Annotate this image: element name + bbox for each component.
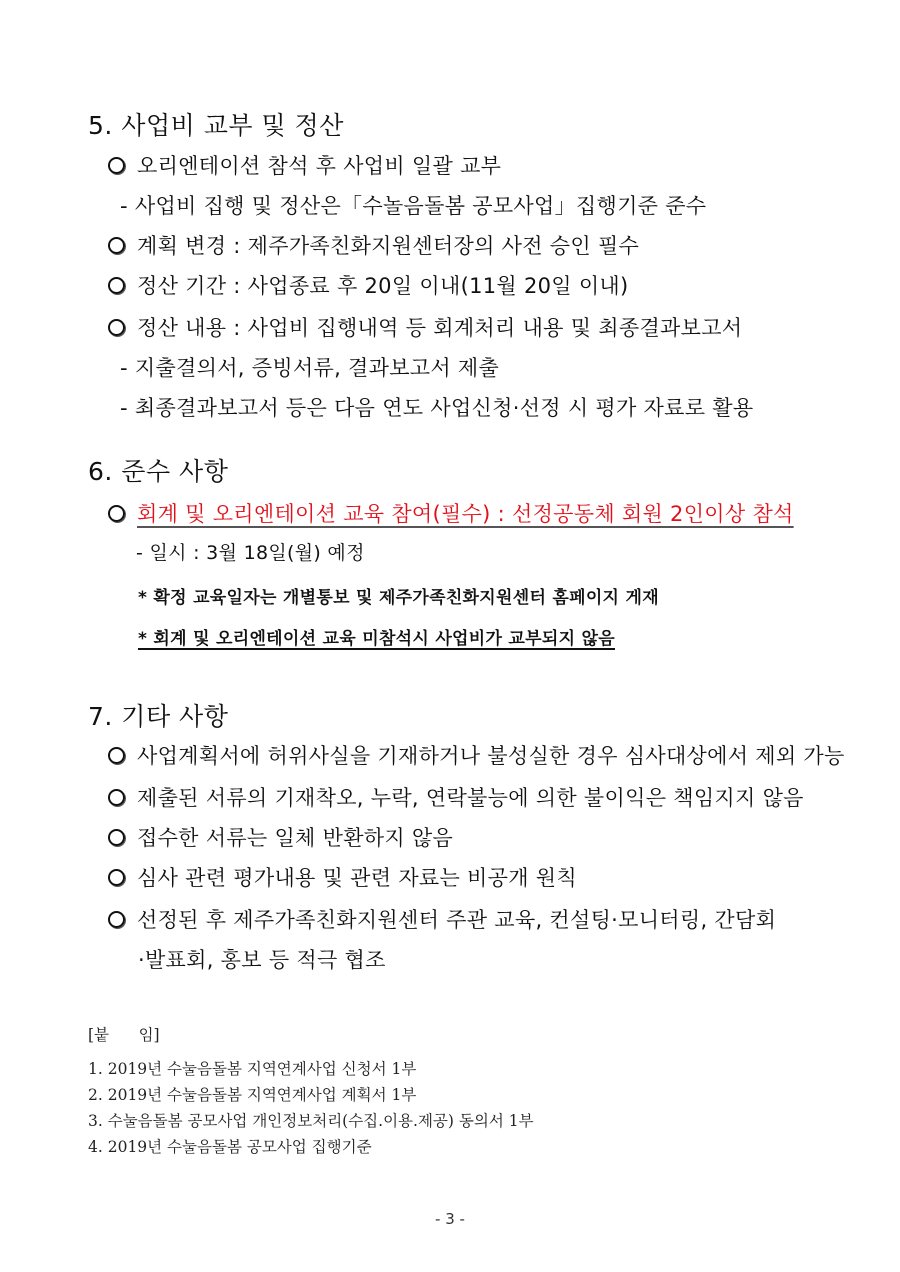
list-item (108, 312, 742, 342)
circle-bullet-icon (108, 789, 125, 806)
list-item-continuation: ·발표회, 홍보 등 적극 협조 (138, 948, 386, 972)
attachment-item: 1. 2019년 수눌음돌봄 지역연계사업 신청서 1부 (88, 1060, 417, 1078)
circle-bullet-icon (108, 237, 125, 254)
attachment-item: 3. 수눌음돌봄 공모사업 개인정보처리(수집.이용.제공) 동의서 1부 (88, 1112, 534, 1130)
list-item (108, 270, 629, 300)
list-item-text: 선정된 후 제주가족친화지원센터 주관 교육, 컨설팅·모니터링, 간담회 (137, 908, 777, 932)
list-item (108, 862, 577, 892)
sub-item: - 사업비 집행 및 정산은「수놀음돌봄 공모사업」집행기준 준수 (120, 194, 707, 218)
circle-bullet-icon (108, 869, 125, 886)
list-item (108, 740, 845, 770)
list-item (108, 782, 804, 812)
sub-item: - 지출결의서, 증빙서류, 결과보고서 제출 (120, 356, 500, 380)
page-number: - 3 - (435, 1210, 465, 1228)
date-line: - 일시 : 3월 18일(월) 예정 (136, 542, 365, 564)
section-5-heading: 5. 사업비 교부 및 정산 (88, 111, 344, 140)
list-item-text: 정산 내용 : 사업비 집행내역 등 회계처리 내용 및 최종결과보고서 (137, 316, 743, 340)
list-item-text: 계획 변경 : 제주가족친화지원센터장의 사전 승인 필수 (137, 234, 640, 258)
circle-bullet-icon (108, 911, 125, 928)
list-item-text: 접수한 서류는 일체 반환하지 않음 (137, 826, 454, 850)
circle-bullet-icon (108, 747, 125, 764)
attachment-item: 4. 2019년 수눌음돌봄 공모사업 집행기준 (88, 1138, 372, 1156)
list-item-text: 정산 기간 : 사업종료 후 20일 이내(11월 20일 이내) (137, 274, 629, 298)
section-7-heading: 7. 기타 사항 (88, 702, 229, 731)
list-item (108, 822, 453, 852)
highlight-text: 회계 및 오리엔테이션 교육 참여(필수) : 선정공동체 회원 2인이상 참석 (137, 502, 794, 526)
list-item-text: 오리엔테이션 참석 후 사업비 일괄 교부 (137, 154, 502, 178)
note-absence-warning: * 회계 및 오리엔테이션 교육 미참석시 사업비가 교부되지 않음 (138, 629, 615, 649)
list-item-text: 심사 관련 평가내용 및 관련 자료는 비공개 원칙 (137, 866, 577, 890)
list-item (108, 150, 501, 180)
list-item-text: 사업계획서에 허위사실을 기재하거나 불성실한 경우 심사대상에서 제외 가능 (137, 744, 845, 768)
circle-bullet-icon (108, 157, 125, 174)
attachments-label: [붙 임] (88, 1026, 160, 1044)
list-item-highlight (108, 498, 794, 528)
section-6-heading: 6. 준수 사항 (88, 457, 229, 486)
circle-bullet-icon (108, 505, 125, 522)
note-confirmed-date: * 확정 교육일자는 개별통보 및 제주가족친화지원센터 홈페이지 게재 (138, 588, 659, 608)
circle-bullet-icon (108, 277, 125, 294)
list-item (108, 904, 776, 934)
circle-bullet-icon (108, 829, 125, 846)
attachment-item: 2. 2019년 수눌음돌봄 지역연계사업 계획서 1부 (88, 1086, 417, 1104)
list-item (108, 230, 639, 260)
circle-bullet-icon (108, 319, 125, 336)
sub-item: - 최종결과보고서 등은 다음 연도 사업신청·선정 시 평가 자료로 활용 (120, 396, 754, 420)
list-item-text: 제출된 서류의 기재착오, 누락, 연락불능에 의한 불이익은 책임지지 않음 (137, 786, 804, 810)
